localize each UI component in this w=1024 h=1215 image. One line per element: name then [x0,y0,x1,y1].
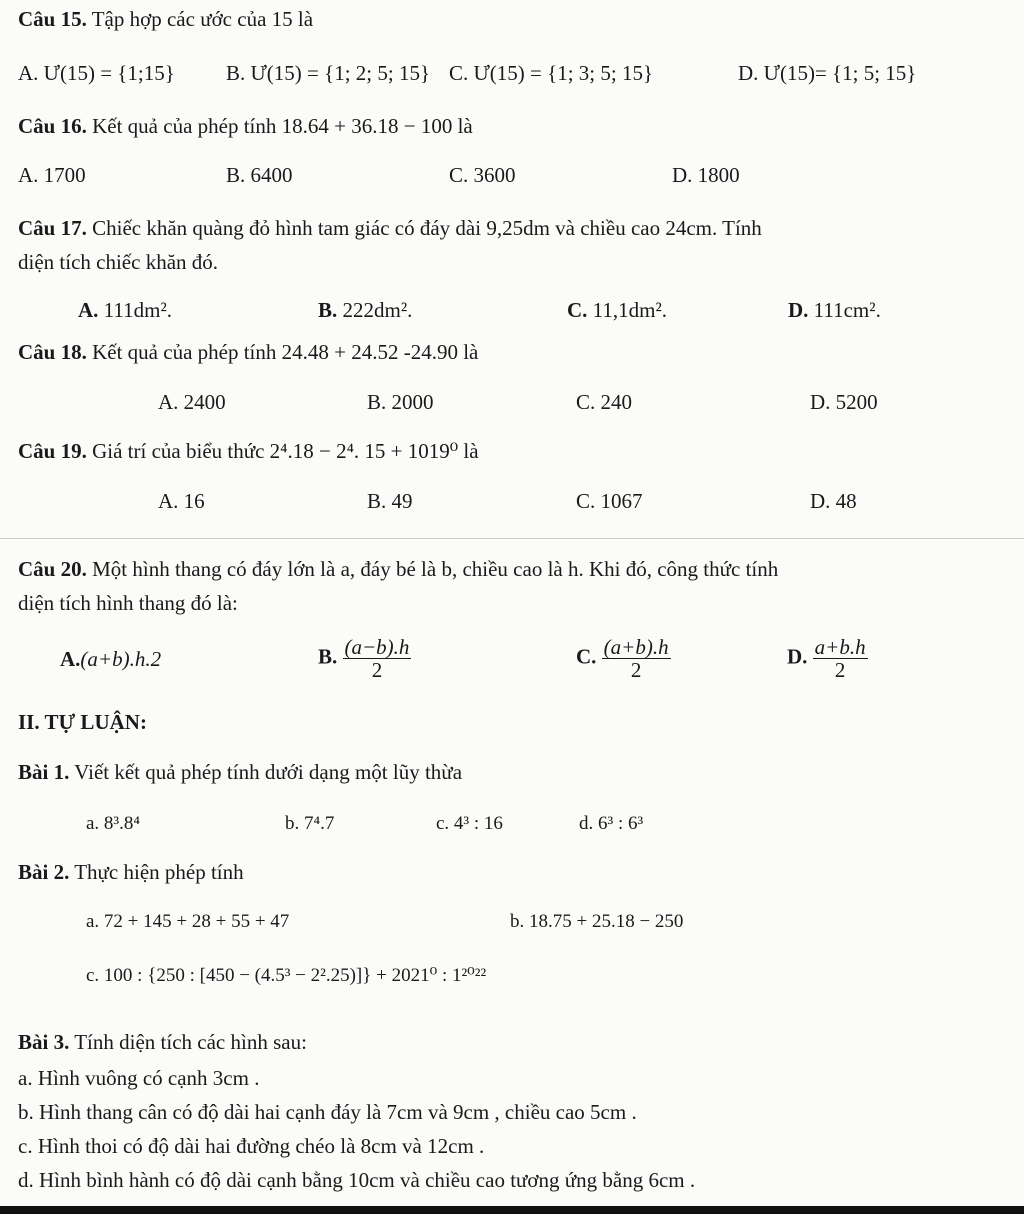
q17-option-c [567,297,667,323]
q19-option-d: D. 48 [810,489,857,513]
q16-option-b: B. 6400 [226,163,293,187]
q20-option-a [60,646,161,672]
q20-option-c [576,636,671,681]
q17-option-d-value: 111cm². [813,298,881,322]
q15-option-b: B. Ư(15) = {1; 2; 5; 15} [226,61,431,85]
q20-option-d-numerator: a+b.h [814,635,866,659]
q16-label: Câu 16. [18,114,87,138]
q16-question [18,113,473,139]
bai2-item-b: b. 18.75 + 25.18 − 250 [510,911,684,932]
section-divider [0,538,1024,539]
q17-question-line2: diện tích chiếc khăn đó. [18,250,219,274]
q17-option-c-value: 11,1dm². [592,298,668,322]
q20-option-d-fraction [813,636,868,681]
q18-label: Câu 18. [18,340,87,364]
bai3-text: Tính diện tích các hình sau: [74,1030,307,1054]
bai3-item-a: a. Hình vuông có cạnh 3cm . [18,1066,260,1090]
q20-option-b-letter: B. [318,644,338,669]
q15-option-d: D. Ư(15)= {1; 5; 15} [738,61,917,85]
q15-option-a: A. Ư(15) = {1;15} [18,61,175,85]
q17-option-a-value: 111dm². [103,298,172,322]
bai3-label: Bài 3. [18,1030,70,1054]
q17-option-b-letter: B. [318,298,338,322]
bai2-heading [18,859,244,885]
section-title: II. TỰ LUẬN: [18,710,147,734]
bai2-label: Bài 2. [18,860,70,884]
q18-text: Kết quả của phép tính 24.48 + 24.52 -24.90 là [92,340,479,364]
q20-option-d [787,636,868,681]
q19-option-b: B. 49 [367,489,413,513]
bai1-item-a: a. 8³.8⁴ [86,813,141,834]
bai2-text: Thực hiện phép tính [74,860,244,884]
q20-option-d-letter: D. [787,644,808,669]
q18-option-a: A. 2400 [158,390,226,414]
q20-option-c-letter: C. [576,644,597,669]
bai1-label: Bài 1. [18,760,70,784]
q20-option-c-numerator: (a+b).h [603,635,669,659]
q20-option-b [318,636,411,681]
q17-option-c-letter: C. [567,298,588,322]
q18-option-b: B. 2000 [367,390,434,414]
bottom-border [0,1206,1024,1214]
q20-question [18,556,778,582]
q19-option-a: A. 16 [158,489,205,513]
q20-option-a-value: (a+b).h.2 [80,647,162,671]
q17-option-d-letter: D. [788,298,809,322]
q20-option-b-numerator: (a−b).h [344,635,410,659]
bai1-text: Viết kết quả phép tính dưới dạng một lũy thừa [74,760,463,784]
q17-text: Chiếc khăn quàng đỏ hình tam giác có đáy dài 9,25dm và chiều cao 24cm. Tính [92,216,762,240]
q17-option-a [78,297,172,323]
q16-option-d: D. 1800 [672,163,740,187]
q17-option-b [318,297,412,323]
bai3-item-b: b. Hình thang cân có độ dài hai cạnh đáy là 7cm và 9cm , chiều cao 5cm . [18,1100,637,1124]
q19-option-c: C. 1067 [576,489,643,513]
q17-label: Câu 17. [18,216,87,240]
q20-option-d-denominator: 2 [834,658,846,682]
q15-label: Câu 15. [18,7,87,31]
q16-option-c: C. 3600 [449,163,516,187]
q17-option-a-letter: A. [78,298,99,322]
bai2-item-a: a. 72 + 145 + 28 + 55 + 47 [86,911,290,932]
q20-option-b-fraction [343,636,412,681]
bai3-heading [18,1029,307,1055]
q15-question [18,6,313,32]
q19-question [18,438,479,464]
q20-label: Câu 20. [18,557,87,581]
q20-option-c-denominator: 2 [630,658,642,682]
q16-text: Kết quả của phép tính 18.64 + 36.18 − 100 là [92,114,473,138]
bai3-item-d: d. Hình bình hành có độ dài cạnh bằng 10cm và chiều cao tương ứng bằng 6cm . [18,1168,696,1192]
q20-option-a-letter: A. [60,647,81,671]
bai1-heading [18,759,462,785]
bai1-item-c: c. 4³ : 16 [436,813,503,834]
q15-text: Tập hợp các ước của 15 là [91,7,314,31]
bai3-item-c: c. Hình thoi có độ dài hai đường chéo là 8cm và 12cm . [18,1134,485,1158]
q20-question-line2: diện tích hình thang đó là: [18,591,238,615]
q20-option-b-denominator: 2 [371,658,383,682]
q18-option-c: C. 240 [576,390,633,414]
q15-option-c: C. Ư(15) = {1; 3; 5; 15} [449,61,654,85]
q19-label: Câu 19. [18,439,87,463]
q17-option-b-value: 222dm². [342,298,413,322]
bai2-item-c: c. 100 : {250 : [450 − (4.5³ − 2².25)]} + 2021⁰ : 1²⁰²² [86,965,487,986]
q16-option-a: A. 1700 [18,163,86,187]
q18-option-d: D. 5200 [810,390,878,414]
bai1-item-b: b. 7⁴.7 [285,813,335,834]
q17-option-d [788,297,881,323]
q18-question [18,339,478,365]
q17-question [18,215,762,241]
bai1-item-d: d. 6³ : 6³ [579,813,644,834]
q20-option-c-fraction [602,636,671,681]
q20-text: Một hình thang có đáy lớn là a, đáy bé là b, chiều cao là h. Khi đó, công thức tính [92,557,779,581]
q19-text: Giá trí của biểu thức 2⁴.18 − 2⁴. 15 + 1019⁰ là [92,439,479,463]
